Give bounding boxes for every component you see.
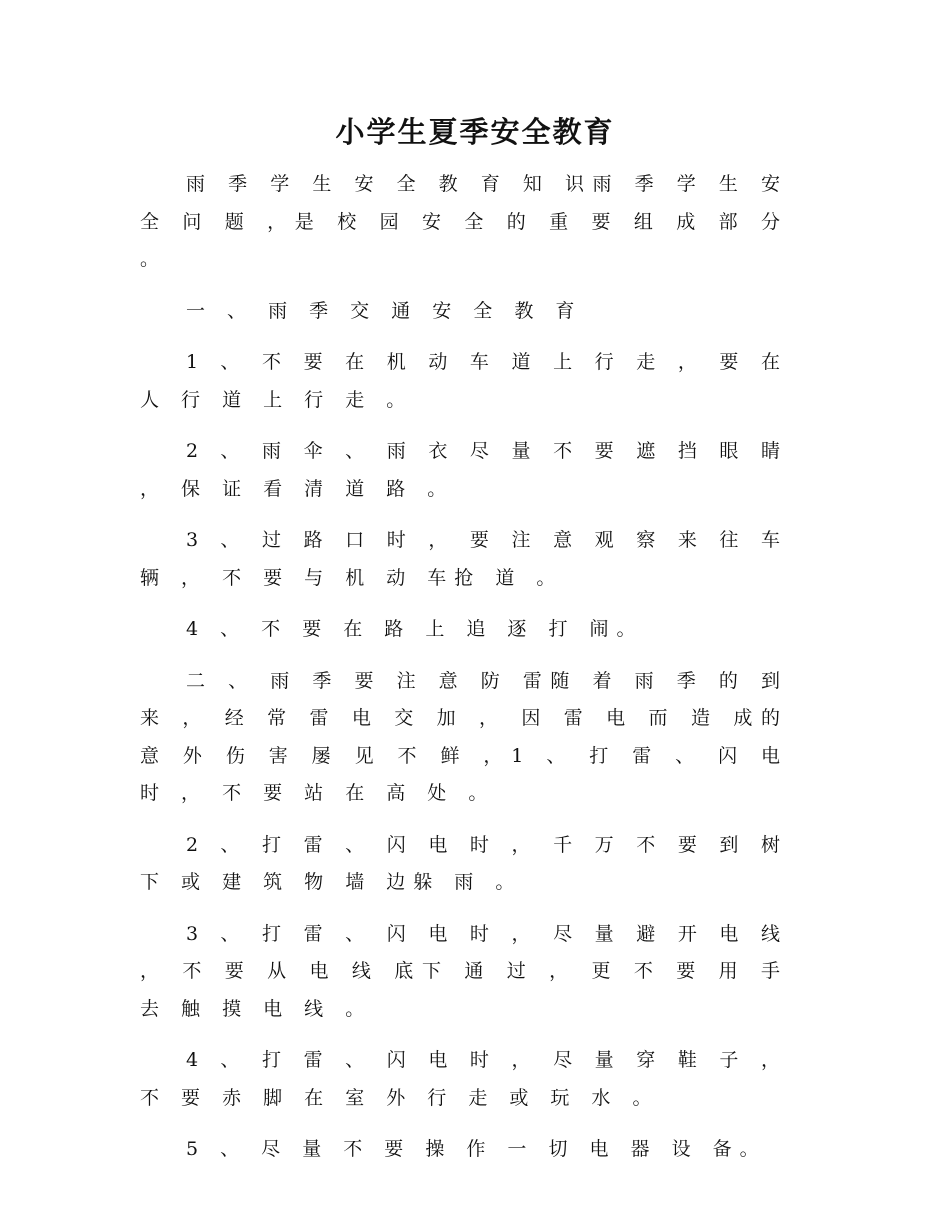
intro-paragraph: 雨 季 学 生 安 全 教 育 知 识雨 季 学 生 安 全 问 题 ，是 校 园 安 全 的 重 要 组 成 部 分 。 bbox=[140, 173, 788, 270]
list-item: 1 、 不 要 在 机 动 车 道 上 行 走 ， 要 在 人 行 道 上 行 走 。 bbox=[140, 351, 788, 411]
list-item: 2 、 打 雷 、 闪 电 时 ， 千 万 不 要 到 树 下 或 建 筑 物 墙 边躲 雨 。 bbox=[140, 833, 788, 893]
list-item: 3 、 过 路 口 时 ， 要 注 意 观 察 来 往 车 辆 ， 不 要 与 机 动 车抢 道 。 bbox=[140, 529, 788, 589]
document-title: 小学生夏季安全教育 bbox=[335, 115, 615, 149]
list-item: 3 、 打 雷 、 闪 电 时 ， 尽 量 避 开 电 线 ， 不 要 从 电 线 底下 通 过 ， 更 不 要 用 手 去 触 摸 电 线 。 bbox=[140, 922, 788, 1020]
list-item: 2 、 雨 伞 、 雨 衣 尽 量 不 要 遮 挡 眼 睛 ， 保 证 看 清 道 路 。 bbox=[140, 440, 788, 500]
section-heading-traffic: 一 、 雨 季 交 通 安 全 教 育 bbox=[186, 299, 583, 322]
section-heading-lightning: 二 、 雨 季 要 注 意 防 雷随 着 雨 季 的 到 来 ， 经 常 雷 电 交 加 ， 因 雷 电 而 造 成的 意 外 伤 害 屡 见 不 鲜 ，1 、 打 雷 、 闪 电 时 ， 不 要 站 在 高 处 。 bbox=[140, 669, 788, 804]
list-item: 5 、 尽 量 不 要 操 作 一 切 电 器 设 备。 bbox=[186, 1138, 767, 1160]
list-item: 4 、 不 要 在 路 上 追 逐 打 闹。 bbox=[186, 618, 644, 640]
document-body bbox=[140, 166, 788, 1183]
list-item: 4 、 打 雷 、 闪 电 时 ， 尽 量 穿 鞋 子 ， 不 要 赤 脚 在 室 外 行 走 或 玩 水 。 bbox=[140, 1049, 788, 1109]
